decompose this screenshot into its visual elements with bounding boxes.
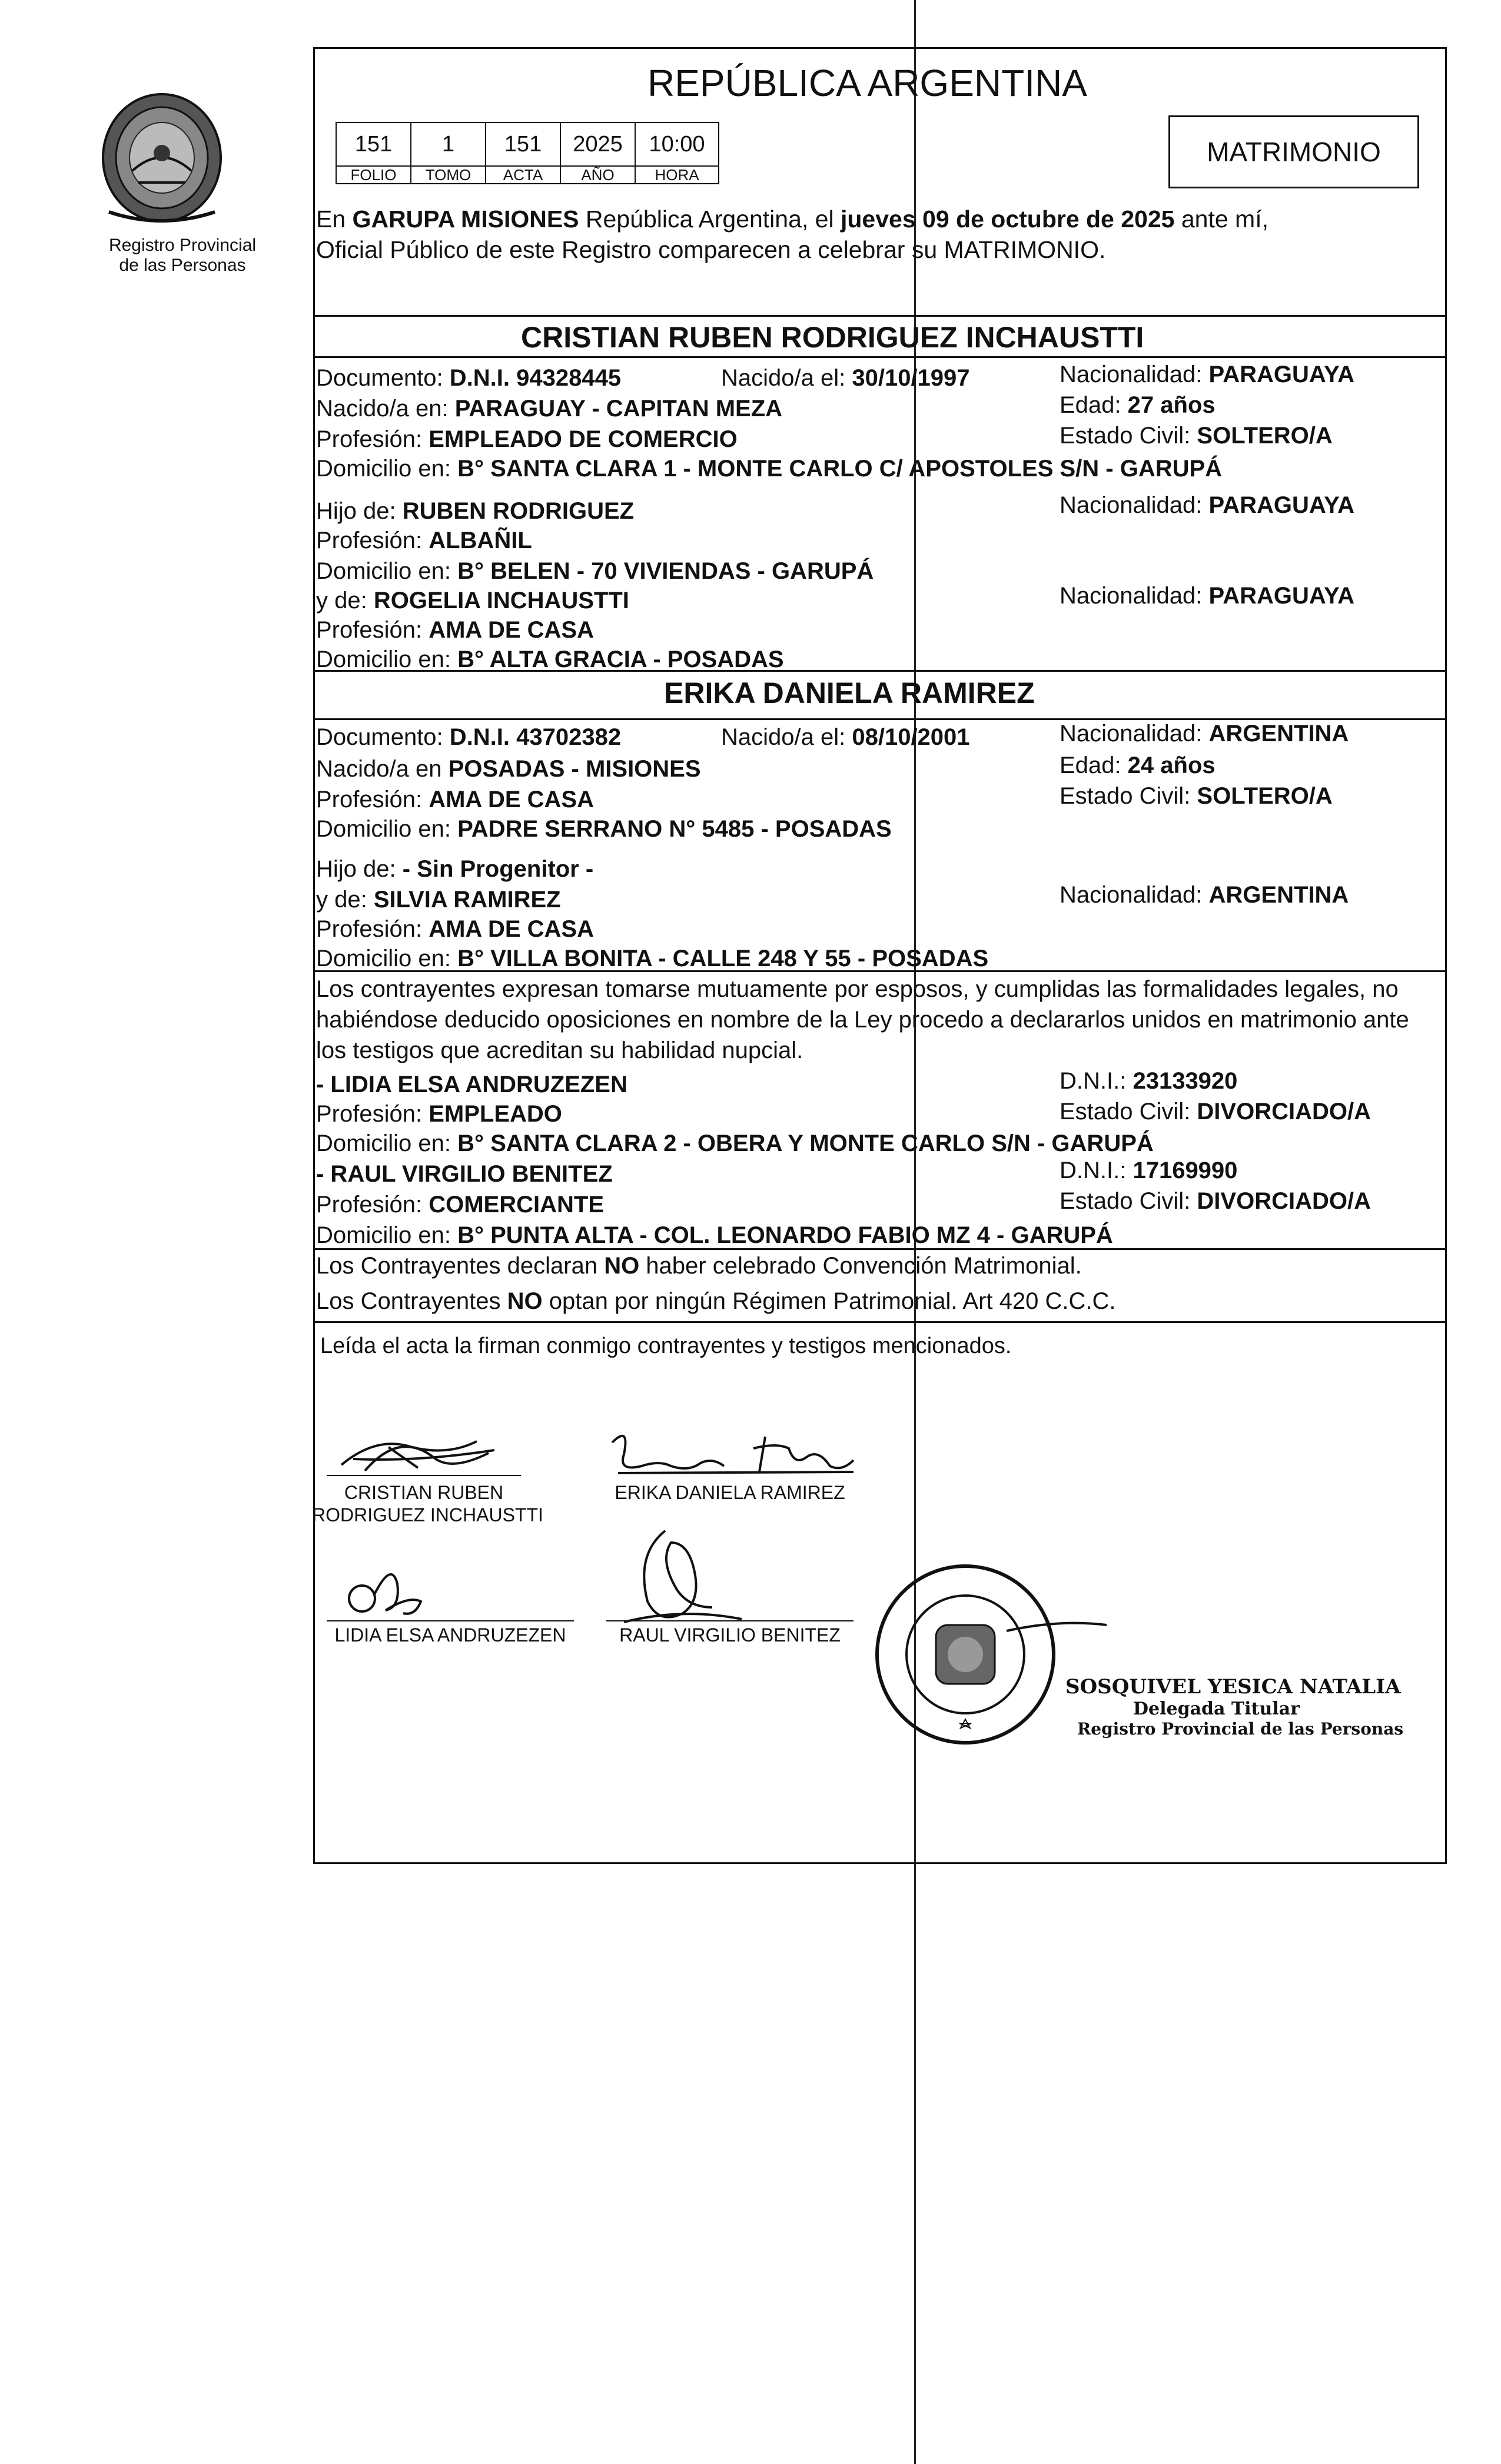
label: D.N.I.: (1060, 1068, 1133, 1094)
label: Domicilio en: (316, 1130, 458, 1156)
value: RUBEN RODRIGUEZ (402, 498, 635, 524)
label: Domicilio en: (316, 456, 458, 482)
divider (313, 970, 1445, 972)
witness1-name: - LIDIA ELSA ANDRUZEZEN (316, 1072, 627, 1097)
spouse1-nationality (1060, 360, 1354, 389)
divider (313, 315, 1445, 317)
value: PARAGUAYA (1208, 583, 1354, 609)
spouse2-civil (1060, 782, 1333, 810)
value: 23133920 (1133, 1068, 1238, 1094)
witness1-address (316, 1129, 1154, 1158)
register-table (336, 122, 719, 184)
emphasis: NO (507, 1288, 543, 1314)
label: Nacionalidad: (1060, 583, 1209, 609)
spouse2-doc (316, 723, 621, 751)
spouse1-civil (1060, 422, 1333, 450)
spouse2-mother-prof (316, 915, 594, 943)
declaration-line2: habiéndose deducido oposiciones en nombre de la Ley procedo a declararlos unidos en matrimonio ante (316, 1007, 1409, 1033)
value: 08/10/2001 (852, 724, 970, 750)
spouse2-address (316, 815, 892, 843)
witness2-civil (1060, 1187, 1371, 1215)
intro-line1 (316, 205, 1268, 233)
spouse2-father (316, 855, 593, 883)
witness2-name: - RAUL VIRGILIO BENITEZ (316, 1161, 613, 1187)
hora-value: 10:00 (635, 122, 719, 166)
provincial-seal-icon (91, 88, 233, 230)
spouse2-born-on (721, 723, 970, 751)
value: AMA DE CASA (429, 787, 594, 813)
signature-cristian-line1: CRISTIAN RUBEN (344, 1482, 504, 1503)
value: ARGENTINA (1208, 721, 1349, 747)
spouse1-father-prof (316, 526, 532, 555)
spouse1-mother-addr (316, 645, 784, 674)
spouse1-born-on (721, 364, 970, 392)
spouse2-name: ERIKA DANIELA RAMIREZ (664, 676, 1035, 709)
value: B° BELEN - 70 VIVIENDAS - GARUPÁ (457, 558, 874, 584)
signature-raul: RAUL VIRGILIO BENITEZ (619, 1624, 841, 1646)
anio-label: AÑO (560, 166, 635, 184)
intro-place: GARUPA MISIONES (352, 205, 579, 233)
label: Documento: (316, 365, 450, 391)
label: Domicilio en: (316, 816, 458, 842)
signature-erika: ERIKA DANIELA RAMIREZ (615, 1482, 845, 1503)
folio-value: 151 (336, 122, 411, 166)
closing-text: Leída el acta la firman conmigo contrayentes y testigos mencionados. (320, 1334, 1012, 1358)
tomo-label: TOMO (411, 166, 486, 184)
label: Hijo de: (316, 498, 403, 524)
witness1-dni (1060, 1067, 1237, 1095)
label: Profesión: (316, 916, 429, 942)
label: D.N.I.: (1060, 1158, 1133, 1183)
signature-lidia: LIDIA ELSA ANDRUZEZEN (334, 1624, 566, 1646)
declaration-line3: los testigos que acreditan su habilidad nupcial. (316, 1037, 803, 1063)
regime-line1 (316, 1252, 1082, 1280)
spouse2-mother (316, 886, 561, 914)
signature-cristian-icon (330, 1424, 506, 1483)
spouse2-age (1060, 751, 1216, 780)
text: Los Contrayentes declaran (316, 1253, 605, 1279)
value: B° SANTA CLARA 2 - OBERA Y MONTE CARLO S/N - GARUPÁ (457, 1130, 1154, 1156)
stamp-role: Delegada Titular (1133, 1699, 1300, 1719)
divider (313, 670, 1445, 672)
spouse2-born-in (316, 755, 701, 783)
value: COMERCIANTE (429, 1192, 604, 1218)
value: DIVORCIADO/A (1197, 1099, 1371, 1125)
label: Estado Civil: (1060, 1099, 1197, 1125)
intro-date: jueves 09 de octubre de 2025 (841, 205, 1175, 233)
country-title: REPÚBLICA ARGENTINA (647, 62, 1087, 104)
folio-label: FOLIO (336, 166, 411, 184)
label: Profesión: (316, 426, 429, 452)
spouse1-mother (316, 586, 629, 615)
value: B° PUNTA ALTA - COL. LEONARDO FABIO MZ 4 - GARUPÁ (457, 1222, 1113, 1248)
value: DIVORCIADO/A (1197, 1188, 1371, 1214)
signature-lidia-icon (338, 1554, 433, 1625)
label: Estado Civil: (1060, 783, 1197, 809)
label: Nacionalidad: (1060, 721, 1209, 747)
value: POSADAS - MISIONES (448, 756, 701, 782)
label: Nacido/a en (316, 756, 449, 782)
value: B° SANTA CLARA 1 - MONTE CARLO C/ APOSTOLES S/N - GARUPÁ (457, 456, 1223, 482)
emphasis: NO (604, 1253, 640, 1279)
signature-raul-icon (600, 1519, 753, 1637)
label: Edad: (1060, 752, 1128, 778)
official-stamp-icon (859, 1560, 1113, 1749)
label: Domicilio en: (316, 558, 458, 584)
value: SILVIA RAMIREZ (373, 887, 561, 913)
label: Estado Civil: (1060, 423, 1197, 449)
signature-line (606, 1620, 854, 1621)
spouse1-father-addr (316, 557, 874, 585)
spouse1-born-in (316, 394, 782, 423)
stamp-officer: SOSQUIVEL YESICA NATALIA (1065, 1675, 1401, 1699)
spouse2-mother-addr (316, 944, 988, 973)
spouse1-father (316, 497, 634, 525)
spouse1-address (316, 455, 1222, 483)
value: ARGENTINA (1208, 882, 1349, 908)
intro-country: República Argentina, el (579, 205, 841, 233)
label: Profesión: (316, 787, 429, 813)
signature-line (327, 1475, 521, 1476)
value: AMA DE CASA (429, 916, 594, 942)
spouse1-doc (316, 364, 621, 392)
label: Profesión: (316, 1192, 429, 1218)
label: Nacionalidad: (1060, 492, 1209, 518)
label: Profesión: (316, 1101, 429, 1127)
spouse1-mother-nat (1060, 582, 1354, 610)
tomo-value: 1 (411, 122, 486, 166)
spouse1-father-nat (1060, 491, 1354, 519)
value: ALBAÑIL (429, 528, 532, 553)
value: PADRE SERRANO N° 5485 - POSADAS (457, 816, 892, 842)
label: Profesión: (316, 617, 429, 643)
signature-line (327, 1620, 574, 1621)
value: 17169990 (1133, 1158, 1238, 1183)
value: 24 años (1127, 752, 1216, 778)
label: Hijo de: (316, 856, 403, 882)
spouse2-profession (316, 785, 594, 814)
signature-cristian-line2: RODRIGUEZ INCHAUSTTI (312, 1504, 543, 1526)
witness1-profession (316, 1100, 562, 1128)
anio-value: 2025 (560, 122, 635, 166)
witness2-dni (1060, 1156, 1237, 1185)
registry-name-line1: Registro Provincial (108, 236, 257, 255)
spouse1-age (1060, 391, 1216, 419)
value: PARAGUAY - CAPITAN MEZA (454, 396, 783, 422)
hora-label: HORA (635, 166, 719, 184)
value: SOLTERO/A (1197, 783, 1333, 809)
witness2-profession (316, 1190, 604, 1219)
divider (313, 356, 1445, 358)
label: y de: (316, 588, 374, 613)
witness1-civil (1060, 1097, 1371, 1126)
label: Estado Civil: (1060, 1188, 1197, 1214)
spouse2-nationality (1060, 719, 1349, 748)
value: B° ALTA GRACIA - POSADAS (457, 646, 784, 672)
value: AMA DE CASA (429, 617, 594, 643)
acta-value: 151 (486, 122, 560, 166)
divider (313, 1248, 1445, 1250)
label: Nacido/a el: (721, 724, 852, 750)
value: PARAGUAYA (1208, 492, 1354, 518)
label: Edad: (1060, 392, 1128, 418)
text: haber celebrado Convención Matrimonial. (639, 1253, 1082, 1279)
act-type-box: MATRIMONIO (1168, 115, 1419, 188)
label: Domicilio en: (316, 946, 458, 971)
label: Nacido/a en: (316, 396, 455, 422)
registry-name-line2: de las Personas (119, 256, 246, 275)
spouse1-name: CRISTIAN RUBEN RODRIGUEZ INCHAUSTTI (521, 321, 1144, 354)
label: y de: (316, 887, 374, 913)
label: Nacionalidad: (1060, 882, 1209, 908)
label: Domicilio en: (316, 1222, 458, 1248)
value: PARAGUAYA (1208, 362, 1354, 387)
intro-en: En (316, 205, 353, 233)
label: Domicilio en: (316, 646, 458, 672)
spouse2-mother-nat (1060, 881, 1349, 909)
acta-label: ACTA (486, 166, 560, 184)
value: ROGELIA INCHAUSTTI (373, 588, 629, 613)
value: D.N.I. 43702382 (449, 724, 622, 750)
intro-rest: ante mí, (1174, 205, 1268, 233)
text: Los Contrayentes (316, 1288, 507, 1314)
text: optan por ningún Régimen Patrimonial. Art 420 C.C.C. (542, 1288, 1116, 1314)
spouse1-profession (316, 425, 738, 453)
spouse1-mother-prof (316, 616, 594, 644)
value: 30/10/1997 (852, 365, 970, 391)
witness2-address (316, 1221, 1113, 1249)
divider (313, 1321, 1445, 1323)
regime-line2 (316, 1287, 1116, 1315)
value: - Sin Progenitor - (402, 856, 594, 882)
intro-line2: Oficial Público de este Registro comparecen a celebrar su MATRIMONIO. (316, 236, 1106, 263)
label: Profesión: (316, 528, 429, 553)
value: EMPLEADO DE COMERCIO (429, 426, 738, 452)
value: D.N.I. 94328445 (449, 365, 622, 391)
value: SOLTERO/A (1197, 423, 1333, 449)
value: EMPLEADO (429, 1101, 562, 1127)
label: Documento: (316, 724, 450, 750)
value: 27 años (1127, 392, 1216, 418)
signature-erika-icon (600, 1425, 865, 1484)
value: B° VILLA BONITA - CALLE 248 Y 55 - POSADAS (457, 946, 989, 971)
declaration-line1: Los contrayentes expresan tomarse mutuamente por esposos, y cumplidas las formalidades legales, no (316, 976, 1399, 1002)
stamp-org: Registro Provincial de las Personas (1077, 1719, 1404, 1739)
label: Nacido/a el: (721, 365, 852, 391)
label: Nacionalidad: (1060, 362, 1209, 387)
